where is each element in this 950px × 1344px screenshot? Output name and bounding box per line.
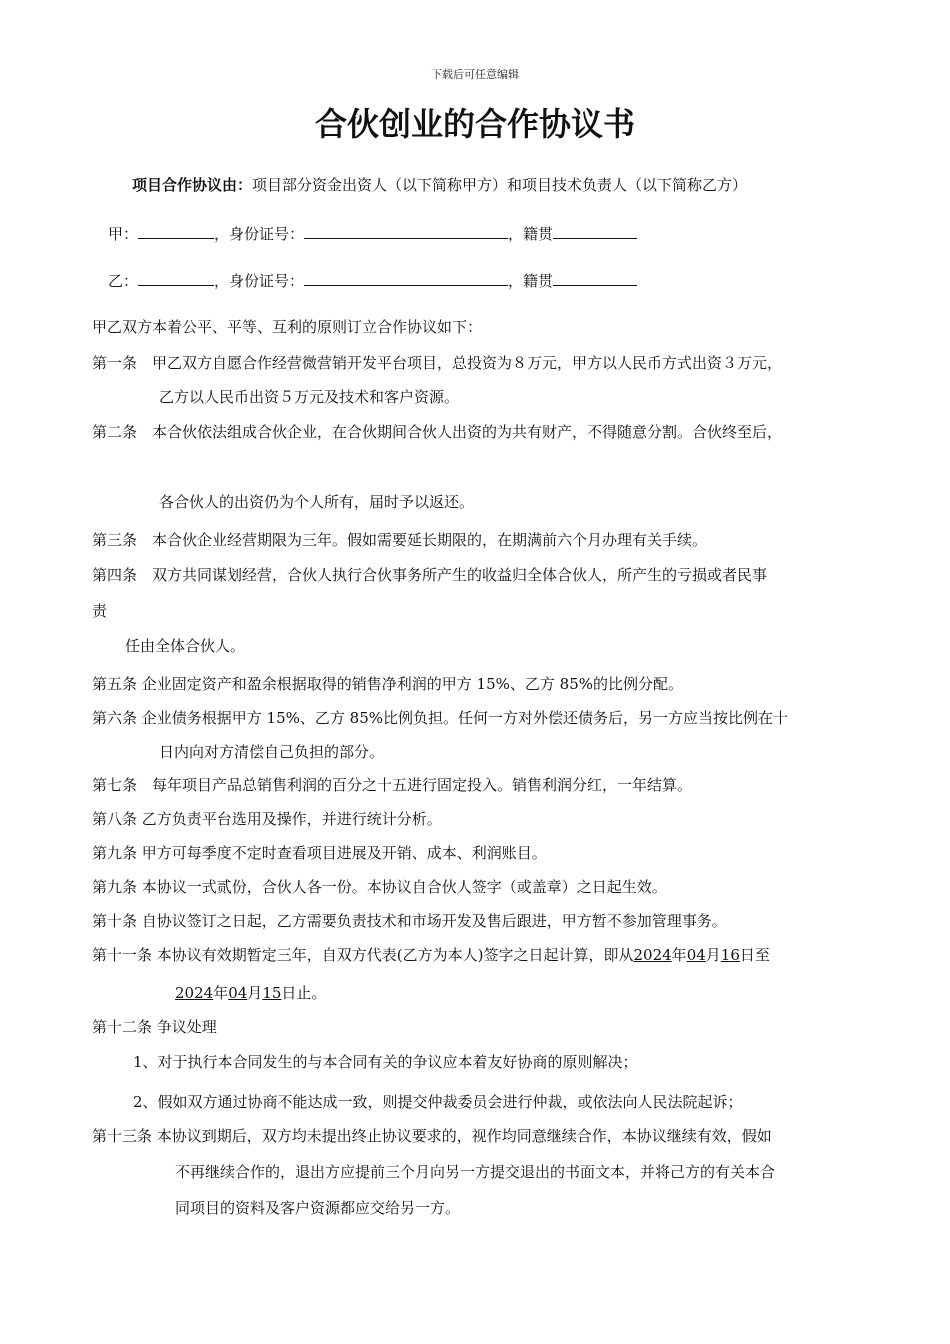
article-13-line-3: 同项目的资料及客户资源都应交给另一方。 [175,1199,461,1217]
article-4-line-2: 责 [92,602,108,620]
article-4-line-3: 任由全体合伙人。 [125,637,246,655]
article-12-item-1: 1、对于执行本合同发生的与本合同有关的争议应本着友好协商的原则解决； [133,1053,638,1071]
end-day: 15 [262,984,282,1002]
article-2-line-1: 第二条 本合伙依法组成合伙企业，在合伙期间合伙人出资的为共有财产，不得随意分割。合伙终至后， [92,423,783,441]
party-a-label: 甲： [108,225,139,243]
article-11-line-2 [175,983,326,1003]
start-day: 16 [720,946,740,964]
article-11-line-1 [92,945,770,965]
document-title: 合伙创业的合作协议书 [314,105,635,143]
party-b-name-blank[interactable] [138,269,214,286]
party-b-origin-label: ，籍贯 [508,272,554,290]
article-12: 第十二条 争议处理 [92,1018,217,1036]
party-a-origin-blank[interactable] [553,222,637,239]
article-13-line-1: 第十三条 本协议到期后，双方均未提出终止协议要求的，视作均同意继续合作，本协议继续有效，假如 [92,1127,772,1145]
start-month: 04 [686,946,706,964]
party-b-id-blank[interactable] [304,269,508,286]
end-year: 2024 [175,984,214,1002]
article-9b: 第九条 本协议一式贰份，合伙人各一份。本协议自合伙人签字（或盖章）之日起生效。 [92,878,667,896]
party-b-label: 乙： [108,272,139,290]
article-8: 第八条 乙方负责平台选用及操作，并进行统计分析。 [92,810,442,828]
party-a-name-blank[interactable] [138,222,214,239]
intro-lead: 项目合作协议由： [132,176,253,194]
month-label: 月 [247,984,263,1002]
article-5: 第五条 企业固定资产和盈余根据取得的销售净利润的甲方 15%、乙方 85%的比例分配。 [92,675,683,693]
day-end-label: 日止。 [281,984,327,1002]
article-11-lead: 第十一条 本协议有效期暂定三年，自双方代表(乙方为本人)签字之日起计算，即从 [92,946,634,964]
article-2-line-2: 各合伙人的出资仍为个人所有，届时予以返还。 [159,493,475,511]
party-b-origin-blank[interactable] [553,269,637,286]
intro-line [132,175,747,195]
party-a-id-label: ，身份证号： [214,225,305,243]
article-6-line-2: 日内向对方清偿自己负担的部分。 [159,743,385,761]
party-a-origin-label: ，籍贯 [508,225,554,243]
party-a-line [108,222,637,244]
year-label: 年 [671,946,687,964]
header-note: 下载后可任意编辑 [431,68,519,81]
article-13-line-2: 不再继续合作的，退出方应提前三个月向另一方提交退出的书面文本，并将己方的有关本合 [175,1163,776,1181]
article-3: 第三条 本合伙企业经营期限为三年。假如需要延长期限的，在期满前六个月办理有关手续。 [92,531,708,549]
month-label: 月 [705,946,721,964]
article-1-line-2: 乙方以人民币出资５万元及技术和客户资源。 [159,388,460,406]
article-4-line-1: 第四条 双方共同谋划经营，合伙人执行合伙事务所产生的收益归全体合伙人，所产生的亏损或者民事 [92,566,768,584]
end-month: 04 [228,984,248,1002]
party-b-id-label: ，身份证号： [214,272,305,290]
article-6-line-1: 第六条 企业债务根据甲方 15%、乙方 85%比例负担。任何一方对外偿还债务后，另一方应当按比例在十 [92,709,788,727]
article-9: 第九条 甲方可每季度不定时查看项目进展及开销、成本、利润账目。 [92,844,547,862]
intro-text: 项目部分资金出资人（以下简称甲方）和项目技术负责人（以下简称乙方） [252,176,748,194]
party-a-id-blank[interactable] [304,222,508,239]
preamble: 甲乙双方本着公平、平等、互利的原则订立合作协议如下： [92,318,483,336]
article-10: 第十条 自协议签订之日起，乙方需要负责技术和市场开发及售后跟进，甲方暂不参加管理事务。 [92,912,727,930]
year-label: 年 [213,984,229,1002]
article-12-item-2: 2、假如双方通过协商不能达成一致，则提交仲裁委员会进行仲裁，或依法向人民法院起诉； [133,1093,743,1111]
day-to-label: 日至 [739,946,770,964]
start-year: 2024 [633,946,672,964]
article-1-line-1: 第一条 甲乙双方自愿合作经营微营销开发平台项目，总投资为８万元，甲方以人民币方式出资３万元， [92,354,783,372]
party-b-line [108,269,637,291]
article-7: 第七条 每年项目产品总销售利润的百分之十五进行固定投入。销售利润分红，一年结算。 [92,776,693,794]
